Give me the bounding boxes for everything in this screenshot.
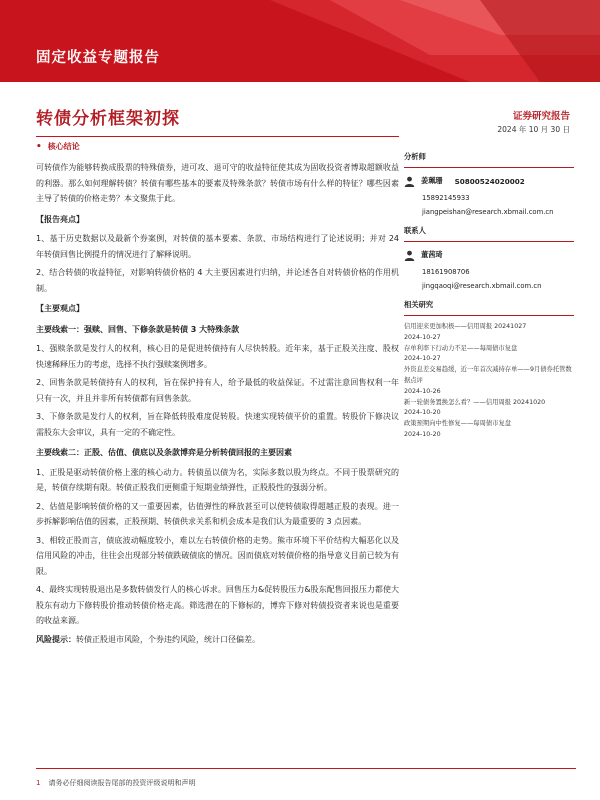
title-divider xyxy=(36,136,399,137)
line2-paragraph: 2、估值是影响转债价格的又一重要因素，估值弹性的释放甚至可以使转债取得超越正股的表现。进一步拆解影响估值的因素，正股预期、转债供求关系和机会成本是我们认为最重要的 3 点因素。 xyxy=(36,501,399,526)
sidebar-divider xyxy=(404,167,574,168)
sidebar-divider xyxy=(404,315,574,316)
sidebar-divider xyxy=(404,241,574,242)
related-item[interactable] xyxy=(404,344,574,366)
person-icon xyxy=(404,250,415,261)
highlights-heading: 【报告亮点】 xyxy=(36,214,84,224)
analyst-name: 姜珮珊 xyxy=(421,176,443,185)
analyst-row xyxy=(404,174,574,188)
related-item-date: 2024-10-26 xyxy=(404,387,441,395)
main-content xyxy=(36,160,399,650)
document-title: 转债分析框架初探 xyxy=(36,109,180,129)
related-list xyxy=(404,322,574,441)
section-heading xyxy=(36,141,80,152)
section-heading-text: 核心结论 xyxy=(47,142,80,151)
related-item-date: 2024-10-20 xyxy=(404,409,441,417)
views-heading: 【主要观点】 xyxy=(36,304,84,313)
banner-title: 固定收益专题报告 xyxy=(36,50,160,66)
related-label: 相关研究 xyxy=(404,300,434,309)
risk-label: 风险提示： xyxy=(36,634,76,644)
footer-disclaimer: 请务必仔细阅读报告尾部的投资评级说明和声明 xyxy=(48,779,196,787)
related-item[interactable] xyxy=(404,419,574,441)
contact-row xyxy=(404,248,574,262)
related-item-date: 2024-10-27 xyxy=(404,355,441,363)
line2-paragraph: 3、相较正股而言，债底波动幅度较小，难以左右转债价格的走势。熊市环境下平价结构大幅恶化以及信用风险的冲击，往往会出现部分转债跌破债底的情况。因而债底对转债价格的指导意义目前已较为有限。 xyxy=(36,535,399,576)
person-icon xyxy=(404,176,415,187)
bullet-icon: • xyxy=(36,142,42,152)
line2-heading: 主要线索二：正股、估值、债底以及条款博弈是分析转债回报的主要因素 xyxy=(36,448,292,457)
line1-heading: 主要线索一：强赎、回售、下修条款是转债 3 大特殊条款 xyxy=(36,324,240,334)
related-item-title[interactable]: 存单利率下行动力不足——每周债市复盘 xyxy=(404,344,518,352)
line1-paragraph: 2、回售条款是转债持有人的权利，旨在保护持有人，给予最低的收益保证。不过需注意回售权利一年只有一次，并且并非所有转债都有回售条款。 xyxy=(36,378,399,403)
related-item[interactable] xyxy=(404,398,574,420)
footer xyxy=(36,778,195,788)
risk-text: 转债正股退市风险，个券违约风险，统计口径偏差。 xyxy=(76,634,260,644)
contact-name: 董茜琦 xyxy=(421,250,443,259)
line1-paragraph: 1、强赎条款是发行人的权利，核心目的是促进转债持有人尽快转股。近年来，基于正股关注度、股权快速稀释压力的考虑，选择不执行强赎案例增多。 xyxy=(36,344,399,369)
report-type: 证券研究报告 xyxy=(512,111,570,122)
footer-divider xyxy=(36,768,576,769)
highlight-paragraph: 2、结合转债的收益特征，对影响转债价格的 4 大主要因素进行归纳，并论述各自对转债价格的作用机制。 xyxy=(36,268,399,293)
header-banner xyxy=(0,0,600,82)
contact-phone: 18161908706 xyxy=(422,268,470,276)
analyst-email[interactable]: jiangpeishan@research.xbmail.com.cn xyxy=(422,208,554,216)
contact-email[interactable]: jingqaoqi@research.xbmail.com.cn xyxy=(422,282,542,290)
related-item-title[interactable]: 新一轮债务置换怎么看？——信用周报 20241020 xyxy=(404,398,546,406)
line2-paragraph: 4、最终实现转股退出是多数转债发行人的核心诉求。回售压力&促转股压力&股东配售回报压力都使大股东有动力下修转股价推动转债价格走高。筛选潜在的下修标的，博弈下修对转债投资者来说也是重要的收益来源。 xyxy=(36,585,399,625)
highlight-paragraph: 1、基于历史数据以及最新个券案例，对转债的基本要素、条款、市场结构进行了论述说明；并对 24 年转债回售比例提升的情况进行了解释说明。 xyxy=(36,234,399,259)
banner-decoration xyxy=(0,0,600,82)
analyst-phone: 15892145933 xyxy=(422,194,470,202)
related-item-title[interactable]: 政策预期向中性修复——每周债市复盘 xyxy=(404,420,512,428)
related-item-date: 2024-10-27 xyxy=(404,333,441,341)
related-item-date: 2024-10-20 xyxy=(404,430,441,438)
contact-label: 联系人 xyxy=(404,226,426,235)
risk-paragraph xyxy=(36,632,399,648)
analyst-label: 分析师 xyxy=(404,152,426,161)
related-item[interactable] xyxy=(404,322,574,344)
line1-paragraph: 3、下修条款是发行人的权利，旨在降低转股难度促转股。快速实现转债平价的重置。转股价下修决议需股东大会审议，具有一定的不确定性。 xyxy=(36,412,399,437)
intro-paragraph: 可转债作为能够转换成股票的特殊债券，进可攻、退可守的收益特征使其成为固收投资者博取超额收益的利器。那么如何理解转债？转债有哪些基本的要素及特殊条款？转债市场有什么样的特征？哪些因素主导了转债的价格走势？本文聚焦于此。 xyxy=(36,163,399,203)
page-number: 1 xyxy=(36,779,41,787)
report-date: 2024 年 10 月 30 日 xyxy=(497,125,570,134)
related-item[interactable] xyxy=(404,365,574,397)
analyst-cert: S0800524020002 xyxy=(454,176,525,186)
sidebar xyxy=(404,152,574,441)
related-item-title[interactable]: 信用迎来更加积极——信用周报 20241027 xyxy=(404,323,527,330)
line2-paragraph: 1、正股是驱动转债价格上涨的核心动力。转债虽以债为名，实际多数以股为终点。不同于股票研究的是，转债存续期有限。转债正股我们更侧重于短期业绩弹性，正股股性的强弱分析。 xyxy=(36,467,399,492)
related-item-title[interactable]: 外资息差交易趋缓，近一年首次减持存单——9月债券托管数据点评 xyxy=(404,366,572,384)
